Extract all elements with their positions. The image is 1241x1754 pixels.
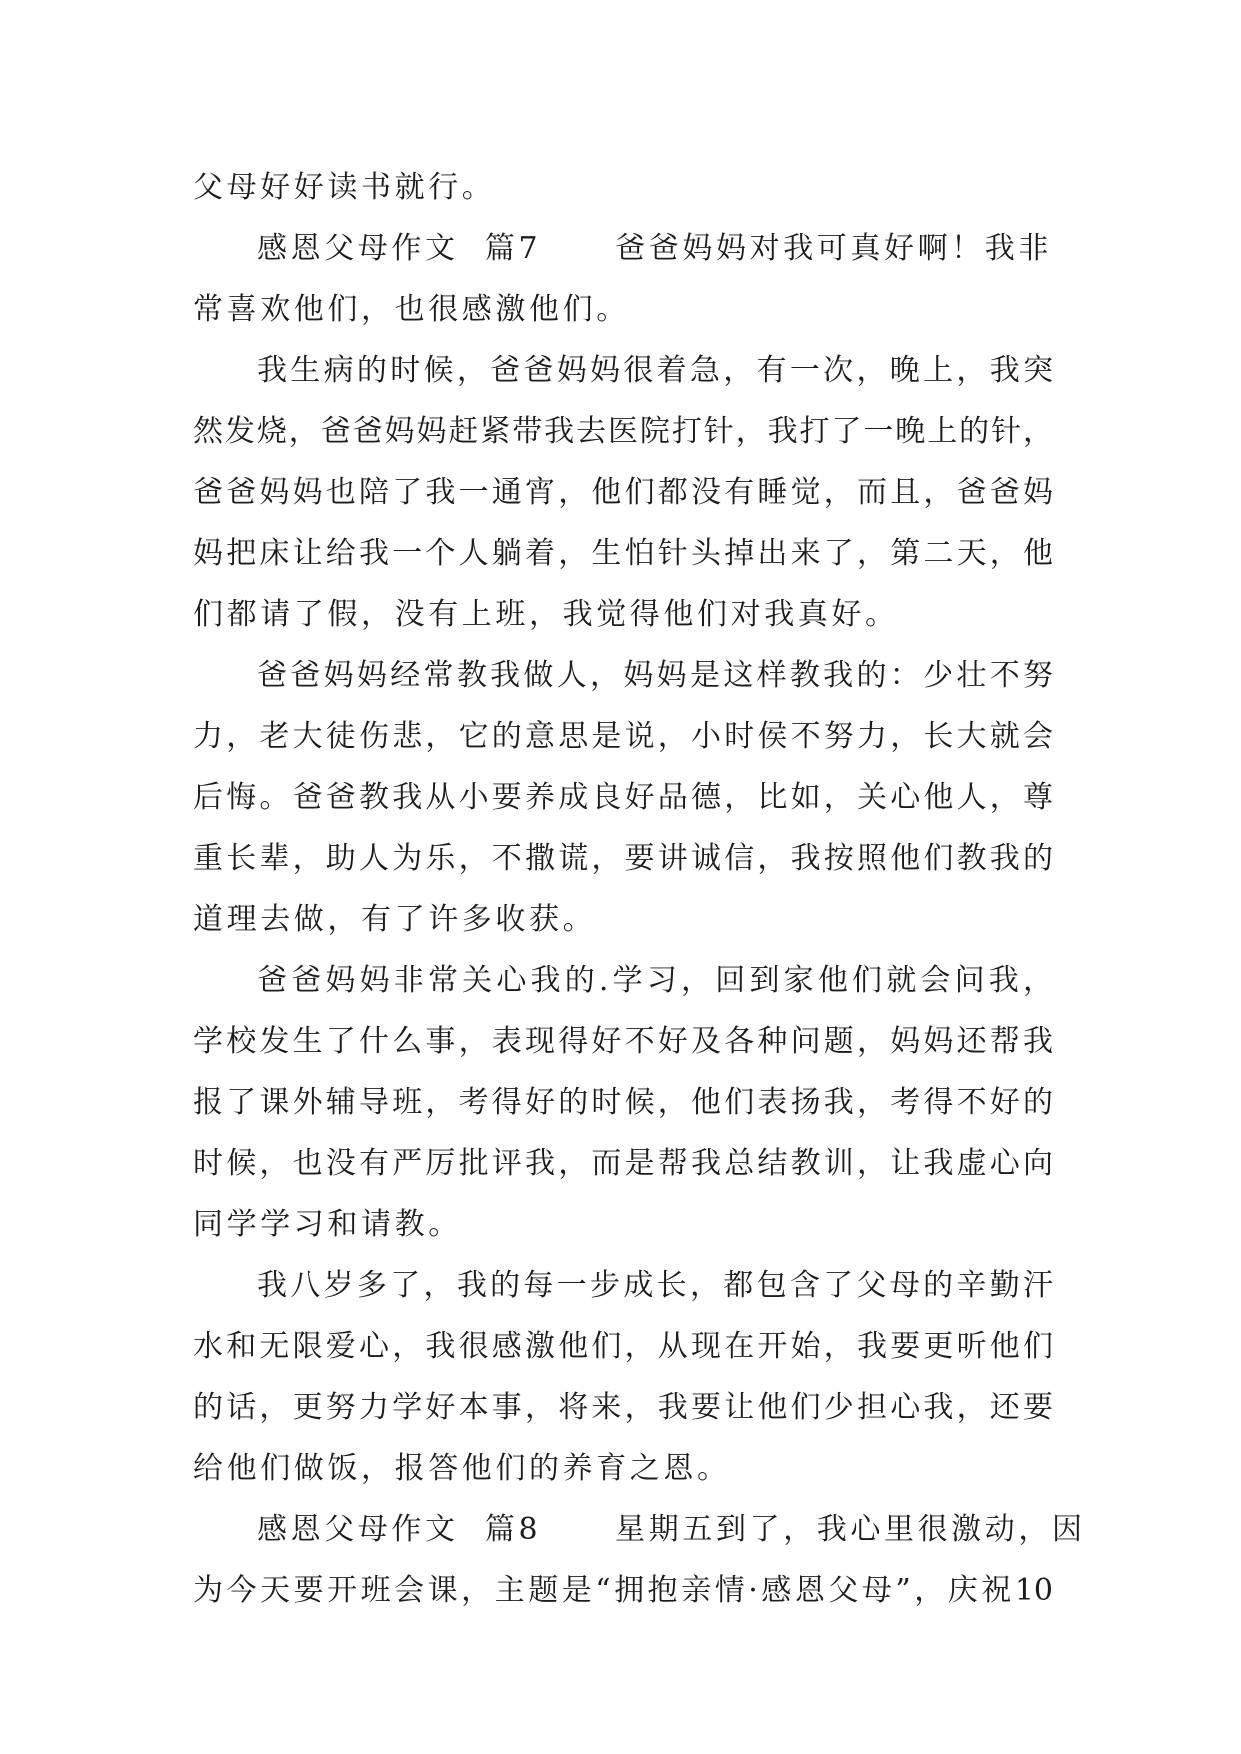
text-line: 然发烧，爸爸妈妈赶紧带我去医院打针，我打了一晚上的针， [193,414,1053,449]
text-line: 们都请了假，没有上班，我觉得他们对我真好。 [193,597,899,632]
text-line: 重长辈，助人为乐，不撒谎，要讲诚信，我按照他们教我的 [193,841,1053,876]
text-line: 水和无限爱心，我很感激他们，从现在开始，我要更听他们 [193,1329,1053,1364]
line-text: 爸爸妈妈对我可真好啊！我非 [615,231,1052,266]
text-line: 妈把床让给我一个人躺着，生怕针头掉出来了，第二天，他 [193,536,1053,571]
text-line: 报了课外辅导班，考得好的时候，他们表扬我，考得不好的 [193,1085,1053,1120]
text-line: 爸爸妈妈也陪了我一通宵，他们都没有睡觉，而且，爸爸妈 [193,475,1053,510]
section-heading: 感恩父母作文 篇8 [257,1512,542,1547]
line-text: 常喜欢他们，也很感激他们。 [193,292,630,327]
text-line: 学校发生了什么事，表现得好不好及各种问题，妈妈还帮我 [193,1024,1053,1059]
text-line: 力，老大徒伤悲，它的意思是说，小时侯不努力，长大就会 [193,719,1053,754]
text-line: 爸爸妈妈经常教我做人，妈妈是这样教我的：少壮不努 [257,658,1053,693]
text-line: 我八岁多了，我的每一步成长，都包含了父母的辛勤汗 [257,1268,1053,1303]
text-line: 爸爸妈妈非常关心我的.学习，回到家他们就会问我， [257,963,1053,998]
text-line [193,279,1053,340]
text-line: 我生病的时候，爸爸妈妈很着急，有一次，晚上，我突 [257,353,1053,388]
line-text: 父母好好读书就行。 [193,170,496,205]
text-line: 道理去做，有了许多收获。 [193,902,597,937]
section-heading: 感恩父母作文 篇7 [257,231,542,266]
text-line: 的话，更努力学好本事，将来，我要让他们少担心我，还要 [193,1390,1053,1425]
line-text: 星期五到了，我心里很激动，因 [615,1512,1086,1547]
text-line: 为今天要开班会课，主题是“拥抱亲情·感恩父母”，庆祝10 [193,1573,1053,1608]
text-line: 后悔。爸爸教我从小要养成良好品德，比如，关心他人，尊 [193,780,1053,815]
text-line: 同学学习和请教。 [193,1207,462,1242]
section-heading-line [193,218,1053,279]
text-line: 给他们做饭，报答他们的养育之恩。 [193,1451,731,1486]
text-line [193,157,1053,218]
text-line: 时候，也没有严厉批评我，而是帮我总结教训，让我虚心向 [193,1146,1053,1181]
section-heading-line [193,1499,1086,1560]
body-text [193,157,1086,1621]
